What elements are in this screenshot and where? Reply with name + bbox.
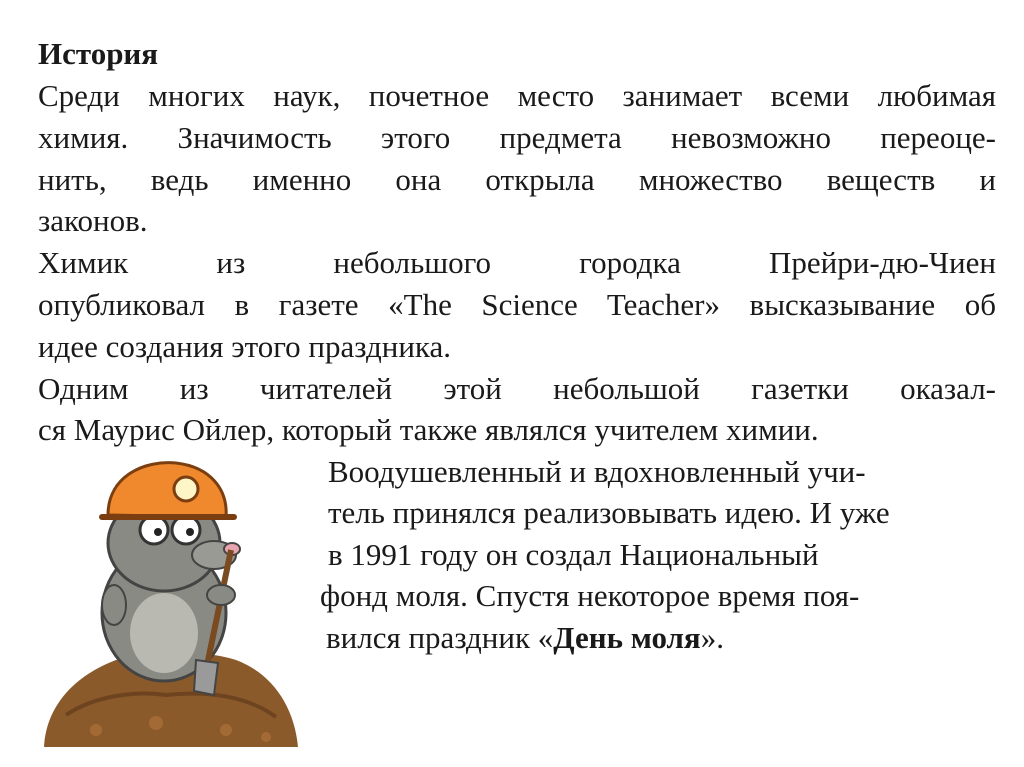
text-line: фонд моля. Спустя некоторое время поя- [320, 578, 860, 613]
text-line: ся Маурис Ойлер, который также являлся учителем химии. [38, 412, 819, 447]
mole-with-helmet-icon [36, 455, 301, 755]
text-line-last [326, 618, 724, 658]
slide-heading: История [38, 36, 159, 71]
text-line: опубликовал в газете «The Science Teacher» высказывание об [38, 287, 996, 322]
text-line: Среди многих наук, почетное место занимает всеми любимая [38, 78, 996, 113]
text-line: Одним из читателей этой небольшой газетки оказал- [38, 371, 996, 406]
text-line: в 1991 году он создал Национальный [328, 537, 819, 572]
helmet [108, 463, 226, 517]
text-line: Химик из небольшого городка Прейри-дю-Чиен [38, 245, 996, 280]
text-line-last-suffix: ». [700, 620, 724, 655]
text-line: нить, ведь именно она открыла множество веществ и [38, 162, 996, 197]
text-line: Воодушевленный и вдохновленный учи- [328, 454, 866, 489]
holiday-name: День моля [553, 620, 701, 655]
text-line: химия. Значимость этого предмета невозможно переоце- [38, 120, 996, 155]
text-line: законов. [38, 203, 148, 238]
text-line-last-prefix: вился праздник « [326, 620, 554, 655]
text-line: тель принялся реализовывать идею. И уже [328, 495, 890, 530]
text-line: идее создания этого праздника. [38, 329, 452, 364]
